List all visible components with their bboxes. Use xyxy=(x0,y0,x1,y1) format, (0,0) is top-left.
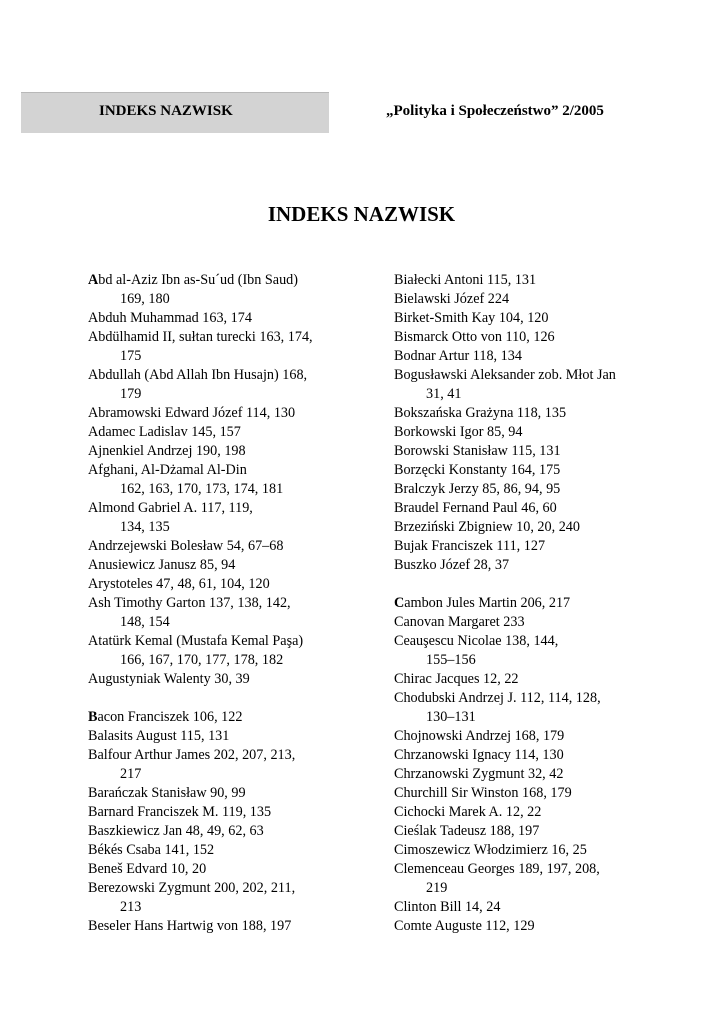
index-entry-text xyxy=(394,727,656,746)
index-entry-continuation xyxy=(394,708,656,727)
index-column-left xyxy=(88,271,350,936)
index-entry-line: Clinton Bill 14, 24 xyxy=(394,899,501,915)
index-entry-line: Andrzejewski Bolesław 54, 67–68 xyxy=(88,538,284,554)
index-entry-text xyxy=(88,575,350,594)
index-entry-line: Brzeziński Zbigniew 10, 20, 240 xyxy=(394,519,580,535)
index-entry xyxy=(88,537,350,556)
index-entry-line: 179 xyxy=(120,386,142,402)
letter-section-gap xyxy=(394,575,656,594)
index-entry-line: Atatürk Kemal (Mustafa Kemal Paşa) xyxy=(88,633,304,649)
index-entry xyxy=(394,689,656,727)
index-entry-text xyxy=(88,366,350,385)
index-entry-continuation xyxy=(88,651,350,670)
index-entry-line: Clemenceau Georges 189, 197, 208, xyxy=(394,861,600,877)
index-entry-line: Adamec Ladislav 145, 157 xyxy=(88,424,241,440)
index-entry xyxy=(88,271,350,309)
index-entry-line: Beneš Edvard 10, 20 xyxy=(88,861,207,877)
index-entry xyxy=(394,632,656,670)
index-entry-line: bd al-Aziz Ibn as-Su´ud (Ibn Saud) xyxy=(98,272,299,288)
index-entry-line: 213 xyxy=(120,899,142,915)
index-entry xyxy=(394,271,656,290)
index-entry-line: 175 xyxy=(120,348,142,364)
index-entry xyxy=(394,290,656,309)
running-header-journal: „Polityka i Społeczeństwo” 2/2005 xyxy=(386,103,604,119)
index-entry xyxy=(394,423,656,442)
index-entry-text xyxy=(394,423,656,442)
index-entry-text xyxy=(394,917,656,936)
index-entry-text xyxy=(88,841,350,860)
index-entry-text xyxy=(394,746,656,765)
index-entry-text xyxy=(394,537,656,556)
index-entry xyxy=(88,879,350,917)
index-entry xyxy=(88,404,350,423)
index-entry-line: Birket-Smith Kay 104, 120 xyxy=(394,310,549,326)
index-entry-line: Bodnar Artur 118, 134 xyxy=(394,348,522,364)
index-entry-text xyxy=(394,328,656,347)
index-entry-line: Abdullah (Abd Allah Ibn Husajn) 168, xyxy=(88,367,308,383)
index-entry xyxy=(394,404,656,423)
index-entry-text xyxy=(88,556,350,575)
index-column-right xyxy=(394,271,656,936)
letter-section-gap xyxy=(88,689,350,708)
index-entry-continuation xyxy=(88,347,350,366)
index-entry-line: 169, 180 xyxy=(120,291,170,307)
index-entry-line: Cieślak Tadeusz 188, 197 xyxy=(394,823,540,839)
index-entry-line: 166, 167, 170, 177, 178, 182 xyxy=(120,652,284,668)
index-entry-text xyxy=(88,708,350,727)
index-entry-line: Comte Auguste 112, 129 xyxy=(394,918,535,934)
index-entry-text xyxy=(394,898,656,917)
index-entry-line: Cichocki Marek A. 12, 22 xyxy=(394,804,542,820)
index-entry xyxy=(394,822,656,841)
index-entry-line: Cimoszewicz Włodzimierz 16, 25 xyxy=(394,842,587,858)
index-entry xyxy=(394,765,656,784)
index-entry-line: 134, 135 xyxy=(120,519,170,535)
index-entry xyxy=(88,917,350,936)
index-entry-line: Churchill Sir Winston 168, 179 xyxy=(394,785,572,801)
index-entry-text xyxy=(394,404,656,423)
index-entry xyxy=(88,556,350,575)
index-entry xyxy=(394,499,656,518)
index-entry xyxy=(88,461,350,499)
index-entry-line: Almond Gabriel A. 117, 119, xyxy=(88,500,253,516)
index-entry-line: Bogusławski Aleksander zob. Młot Jan xyxy=(394,367,616,383)
index-entry xyxy=(88,366,350,404)
index-entry xyxy=(394,670,656,689)
index-entry-continuation xyxy=(394,879,656,898)
index-entry-text xyxy=(394,442,656,461)
index-entry xyxy=(394,727,656,746)
index-entry-line: Arystoteles 47, 48, 61, 104, 120 xyxy=(88,576,270,592)
index-entry-continuation xyxy=(88,480,350,499)
index-entry xyxy=(394,366,656,404)
index-entry-line: Abduh Muhammad 163, 174 xyxy=(88,310,252,326)
index-entry-line: Chrzanowski Ignacy 114, 130 xyxy=(394,747,564,763)
index-entry-line: 219 xyxy=(426,880,448,896)
index-entry xyxy=(88,708,350,727)
index-entry-text xyxy=(394,841,656,860)
index-entry-text xyxy=(394,765,656,784)
index-entry-line: Ajnenkiel Andrzej 190, 198 xyxy=(88,443,246,459)
index-entry-line: Baszkiewicz Jan 48, 49, 62, 63 xyxy=(88,823,264,839)
index-entry-line: 130–131 xyxy=(426,709,476,725)
index-entry-text xyxy=(394,822,656,841)
index-entry-text xyxy=(394,860,656,879)
index-entry xyxy=(394,537,656,556)
index-entry-text xyxy=(88,404,350,423)
index-entry xyxy=(394,328,656,347)
index-entry xyxy=(394,841,656,860)
letter-section-initial: B xyxy=(88,709,98,725)
index-entry-text xyxy=(88,727,350,746)
index-entry-line: Ceauşescu Nicolae 138, 144, xyxy=(394,633,559,649)
index-entry xyxy=(394,594,656,613)
index-entry xyxy=(88,860,350,879)
index-entry-line: Abdülhamid II, sułtan turecki 163, 174, xyxy=(88,329,313,345)
index-entry-text xyxy=(394,366,656,385)
index-entry-line: Bujak Franciszek 111, 127 xyxy=(394,538,546,554)
index-entry-line: Canovan Margaret 233 xyxy=(394,614,525,630)
index-entry xyxy=(394,309,656,328)
index-entry-line: Barnard Franciszek M. 119, 135 xyxy=(88,804,272,820)
index-entry xyxy=(394,784,656,803)
index-entry-line: Berezowski Zygmunt 200, 202, 211, xyxy=(88,880,296,896)
index-entry-text xyxy=(394,290,656,309)
index-entry-line: 162, 163, 170, 173, 174, 181 xyxy=(120,481,284,497)
index-entry xyxy=(394,917,656,936)
index-entry-text xyxy=(88,271,350,290)
index-entry-continuation xyxy=(88,518,350,537)
index-entry-continuation xyxy=(88,385,350,404)
index-entry xyxy=(88,670,350,689)
index-entry xyxy=(394,461,656,480)
index-entry-line: Beseler Hans Hartwig von 188, 197 xyxy=(88,918,292,934)
index-entry xyxy=(88,822,350,841)
index-entry xyxy=(394,347,656,366)
index-entry-line: Białecki Antoni 115, 131 xyxy=(394,272,537,288)
index-entry-line: Abramowski Edward Józef 114, 130 xyxy=(88,405,296,421)
index-entry xyxy=(88,727,350,746)
index-entry-text xyxy=(88,879,350,898)
index-entry-text xyxy=(394,784,656,803)
index-entry xyxy=(394,746,656,765)
index-entry xyxy=(394,613,656,632)
index-entry-text xyxy=(88,632,350,651)
index-entry-line: Borowski Stanisław 115, 131 xyxy=(394,443,561,459)
index-entry-text xyxy=(394,480,656,499)
index-entry-line: Balfour Arthur James 202, 207, 213, xyxy=(88,747,296,763)
index-entry-text xyxy=(88,309,350,328)
index-entry-text xyxy=(394,689,656,708)
running-header-section: INDEKS NAZWISK xyxy=(99,103,233,119)
index-entry-continuation xyxy=(88,290,350,309)
index-entry-text xyxy=(88,670,350,689)
index-entry xyxy=(88,328,350,366)
index-entry-text xyxy=(394,461,656,480)
index-entry-continuation xyxy=(394,651,656,670)
index-entry-line: Anusiewicz Janusz 85, 94 xyxy=(88,557,236,573)
index-entry-line: Buszko Józef 28, 37 xyxy=(394,557,510,573)
index-entry-line: Chrzanowski Zygmunt 32, 42 xyxy=(394,766,564,782)
index-entry-text xyxy=(88,423,350,442)
index-entry xyxy=(394,898,656,917)
index-entry-line: 217 xyxy=(120,766,142,782)
index-entry xyxy=(88,575,350,594)
index-entry-line: 155–156 xyxy=(426,652,476,668)
letter-section-initial: A xyxy=(88,272,99,288)
index-entry-text xyxy=(88,822,350,841)
index-entry xyxy=(88,746,350,784)
page-title: INDEKS NAZWISK xyxy=(267,202,456,226)
index-entry-line: Afghani, Al-Dżamal Al-Din xyxy=(88,462,247,478)
index-entry-text xyxy=(394,347,656,366)
index-entry-text xyxy=(88,860,350,879)
index-entry-text xyxy=(394,594,656,613)
index-entry xyxy=(394,556,656,575)
index-entry-line: Bielawski Józef 224 xyxy=(394,291,510,307)
index-entry-line: ambon Jules Martin 206, 217 xyxy=(404,595,571,611)
index-entry-continuation xyxy=(88,765,350,784)
index-entry-line: Chirac Jacques 12, 22 xyxy=(394,671,519,687)
index-entry-text xyxy=(88,442,350,461)
index-entry-line: Borkowski Igor 85, 94 xyxy=(394,424,523,440)
index-entry-text xyxy=(394,499,656,518)
index-entry-text xyxy=(394,271,656,290)
index-entry xyxy=(88,594,350,632)
index-entry-line: 148, 154 xyxy=(120,614,170,630)
index-entry-line: Bralczyk Jerzy 85, 86, 94, 95 xyxy=(394,481,561,497)
index-entry-text xyxy=(88,594,350,613)
index-entry-line: acon Franciszek 106, 122 xyxy=(97,709,243,725)
index-entry-line: Balasits August 115, 131 xyxy=(88,728,230,744)
index-entry xyxy=(394,860,656,898)
index-entry xyxy=(88,784,350,803)
index-entry-text xyxy=(88,803,350,822)
index-entry xyxy=(88,442,350,461)
index-entry-text xyxy=(394,632,656,651)
index-entry-line: Bokszańska Grażyna 118, 135 xyxy=(394,405,567,421)
index-entry-text xyxy=(394,803,656,822)
index-entry xyxy=(394,480,656,499)
index-entry xyxy=(88,499,350,537)
index-entry-line: Chodubski Andrzej J. 112, 114, 128, xyxy=(394,690,601,706)
index-entry-line: Augustyniak Walenty 30, 39 xyxy=(88,671,250,687)
index-entry-text xyxy=(88,499,350,518)
index-entry xyxy=(394,518,656,537)
index-entry xyxy=(88,632,350,670)
index-entry-text xyxy=(394,309,656,328)
index-entry-line: Borzęcki Konstanty 164, 175 xyxy=(394,462,561,478)
index-entry-text xyxy=(88,537,350,556)
index-entry-text xyxy=(88,784,350,803)
index-entry-continuation xyxy=(394,385,656,404)
index-entry-line: Ash Timothy Garton 137, 138, 142, xyxy=(88,595,291,611)
index-entry-line: Barańczak Stanisław 90, 99 xyxy=(88,785,246,801)
letter-section-initial: C xyxy=(394,595,405,611)
index-entry-text xyxy=(88,328,350,347)
index-entry-line: 31, 41 xyxy=(426,386,462,402)
index-entry xyxy=(88,803,350,822)
index-entry xyxy=(88,309,350,328)
index-entry-text xyxy=(394,556,656,575)
index-entry-text xyxy=(88,917,350,936)
index-entry-line: Békés Csaba 141, 152 xyxy=(88,842,215,858)
index-entry xyxy=(88,841,350,860)
index-entry xyxy=(394,803,656,822)
index-entry-line: Bismarck Otto von 110, 126 xyxy=(394,329,555,345)
index-entry-text xyxy=(394,670,656,689)
index-entry-text xyxy=(88,746,350,765)
index-entry-line: Braudel Fernand Paul 46, 60 xyxy=(394,500,557,516)
index-entry-text xyxy=(88,461,350,480)
index-entry-text xyxy=(394,518,656,537)
index-entry xyxy=(394,442,656,461)
index-entry-text xyxy=(394,613,656,632)
index-entry-continuation xyxy=(88,898,350,917)
index-entry-line: Chojnowski Andrzej 168, 179 xyxy=(394,728,565,744)
index-entry-continuation xyxy=(88,613,350,632)
index-entry xyxy=(88,423,350,442)
